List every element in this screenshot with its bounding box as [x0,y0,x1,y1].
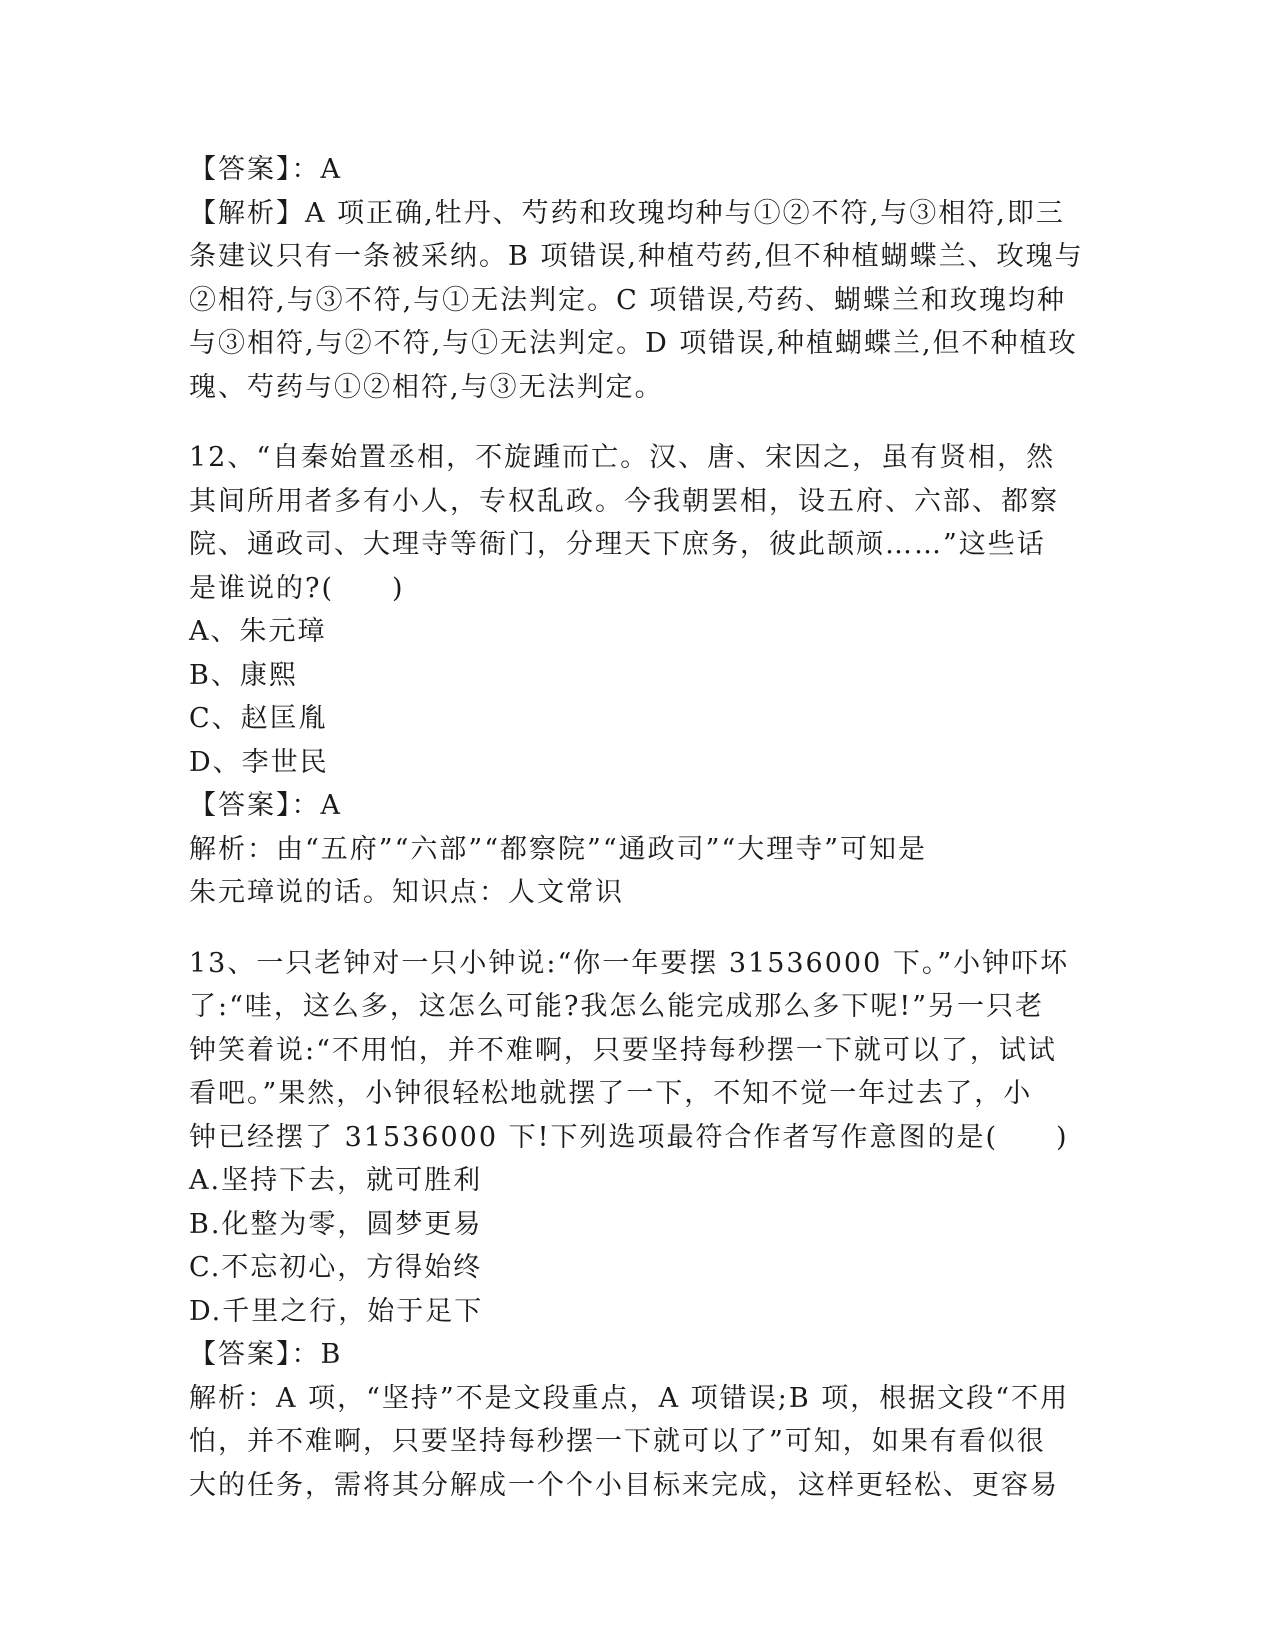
question-text-line: 12、“自秦始置丞相，不旋踵而亡。汉、唐、宋因之，虽有贤相，然 [189,442,1056,473]
option-d: D.千里之行，始于足下 [189,1295,484,1327]
answer-label: 【答案】：A [189,154,342,185]
question-text-line: 了:“哇，这么多，这怎么可能?我怎么能完成那么多下呢!”另一只老 [189,991,1045,1022]
option-d: D、李世民 [189,746,329,778]
explanation-line: 条建议只有一条被采纳。B 项错误,种植芍药,但不种植蝴蝶兰、玫瑰与 [189,241,1084,272]
answer-label: 【答案】：A [189,790,342,821]
explanation-line: 与③相符,与②不符,与①无法判定。D 项错误,种植蝴蝶兰,但不种植玫 [189,328,1078,359]
question-12 [189,436,1089,915]
option-b: B.化整为零，圆梦更易 [189,1208,483,1240]
answer-block-11 [189,148,1089,409]
question-text-line: 看吧。”果然，小钟很轻松地就摆了一下，不知不觉一年过去了，小 [189,1078,1033,1109]
explanation-line: 解析：A 项，“坚持”不是文段重点，A 项错误;B 项，根据文段“不用 [189,1382,1070,1414]
explanation-line: 解析：由“五府”“六部”“都察院”“通政司”“大理寺”可知是 [189,833,928,865]
document-page [189,148,1089,1507]
question-13 [189,942,1089,1508]
question-text-line: 是谁说的?( ) [189,572,405,604]
explanation-line: 朱元璋说的话。知识点：人文常识 [189,877,624,908]
paragraph-gap [189,915,1089,942]
option-b: B、康熙 [189,659,298,691]
question-text-line: 钟笑着说:“不用怕，并不难啊，只要坚持每秒摆一下就可以了，试试 [189,1034,1057,1066]
question-text-line: 院、通政司、大理寺等衙门，分理天下庶务，彼此颉颃……”这些话 [189,529,1046,560]
explanation-line: 【解析】A 项正确,牡丹、芍药和玫瑰均种与①②不符,与③相符,即三 [189,197,1065,229]
question-text-line: 13、一只老钟对一只小钟说:“你一年要摆 31536000 下。”小钟吓坏 [189,947,1070,979]
explanation-line: ②相符,与③不符,与①无法判定。C 项错误,芍药、蝴蝶兰和玫瑰均种 [189,284,1066,316]
explanation-line: 大的任务，需将其分解成一个个小目标来完成，这样更轻松、更容易 [189,1469,1059,1501]
explanation-line: 怕，并不难啊，只要坚持每秒摆一下就可以了”可知，如果有看似很 [189,1426,1046,1457]
answer-label: 【答案】：B [189,1339,343,1370]
option-c: C.不忘初心，方得始终 [189,1252,483,1283]
explanation-line: 瑰、芍药与①②相符,与③无法判定。 [189,371,664,403]
option-a: A、朱元璋 [189,616,327,647]
paragraph-gap [189,409,1089,436]
question-text-line: 钟已经摆了 31536000 下!下列选项最符合作者写作意图的是( ) [189,1121,1069,1153]
question-text-line: 其间所用者多有小人，专权乱政。今我朝罢相，设五府、六部、都察 [189,485,1059,517]
option-c: C、赵匡胤 [189,703,328,734]
option-a: A.坚持下去，就可胜利 [189,1165,483,1196]
